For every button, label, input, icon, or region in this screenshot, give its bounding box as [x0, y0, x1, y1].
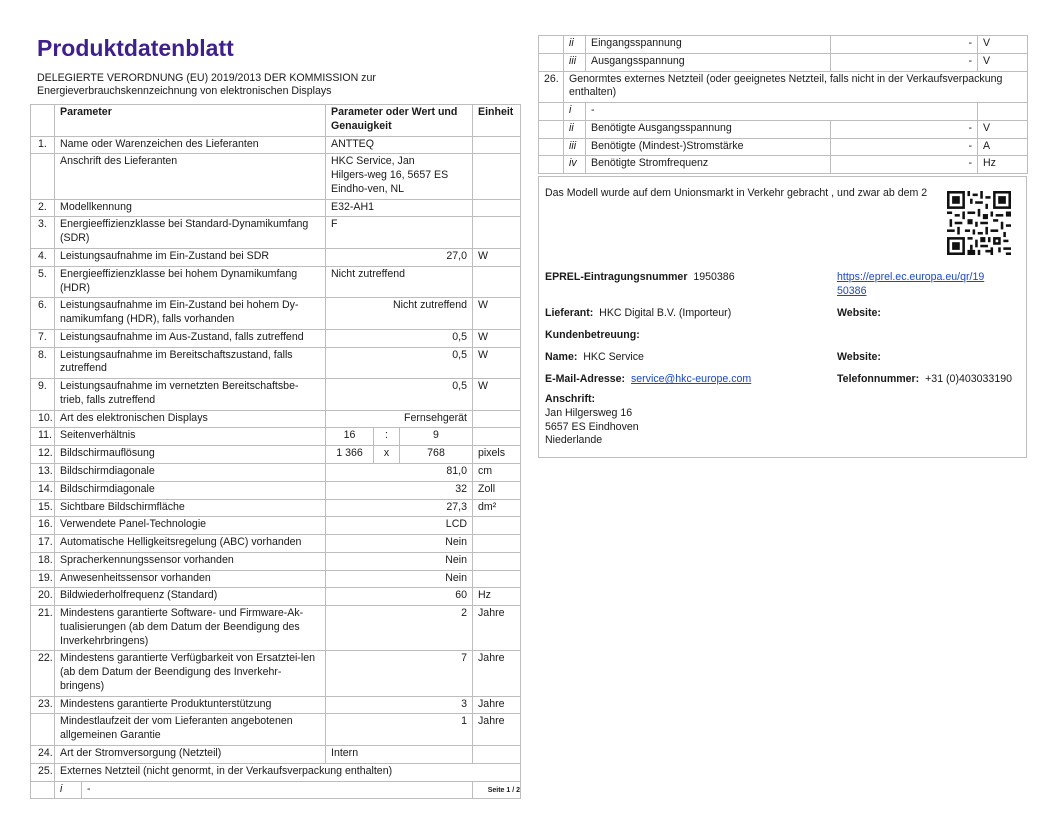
row-number: 18.	[31, 552, 55, 570]
row-value: 27,3	[326, 499, 473, 517]
row-parameter: Automatische Helligkeitsregelung (ABC) vorhanden	[55, 535, 326, 553]
eprel-link-line-2[interactable]: 50386	[837, 284, 867, 297]
row-unit: W	[473, 329, 521, 347]
table-row	[31, 136, 521, 154]
table-row	[31, 329, 521, 347]
row-parameter: Art der Stromversorgung (Netzteil)	[55, 745, 326, 763]
supplier-value: HKC Digital B.V. (Importeur)	[599, 307, 732, 319]
resolution-separator: x	[374, 446, 400, 464]
row-value: 81,0	[326, 463, 473, 481]
table-row	[31, 347, 521, 379]
row-unit: Jahre	[473, 651, 521, 696]
row-number: 2.	[31, 199, 55, 217]
row-number: 1.	[31, 136, 55, 154]
table-row	[31, 714, 521, 746]
row-number: 21.	[31, 606, 55, 651]
address-line: Niederlande	[545, 434, 603, 447]
row-parameter: Seitenverhältnis	[55, 428, 326, 446]
table-row	[31, 763, 521, 781]
table-row	[31, 199, 521, 217]
row-unit	[473, 745, 521, 763]
sub-item-value: -	[87, 782, 91, 795]
row-number: 20.	[31, 588, 55, 606]
row-value: 2	[326, 606, 473, 651]
roman-numeral: i	[564, 103, 586, 121]
table-row	[31, 606, 521, 651]
supplier-line	[545, 307, 731, 321]
row-unit	[978, 103, 1028, 121]
row-number: 11.	[31, 428, 55, 446]
row-number	[31, 781, 55, 799]
table-row	[31, 535, 521, 553]
row-unit	[473, 535, 521, 553]
row-number: 19.	[31, 570, 55, 588]
email-link[interactable]: service@hkc-europe.com	[630, 373, 752, 385]
row-unit	[473, 517, 521, 535]
phone-line	[837, 373, 1012, 387]
table-row	[31, 781, 521, 799]
table-row	[539, 103, 1028, 121]
row-unit	[473, 154, 521, 199]
table-row	[31, 552, 521, 570]
eprel-label: EPREL-Eintragungsnummer	[545, 271, 688, 283]
row-number: 24.	[31, 745, 55, 763]
supplier-info-box	[538, 176, 1027, 458]
roman-numeral: ii	[564, 36, 586, 54]
row-unit: W	[473, 249, 521, 267]
roman-numeral: iv	[564, 156, 586, 174]
row-value: 27,0	[326, 249, 473, 267]
name-value: HKC Service	[583, 351, 644, 363]
row-value: Intern	[326, 745, 473, 763]
row-number	[539, 156, 564, 174]
table-row	[31, 266, 521, 298]
row-label: Benötigte Ausgangsspannung	[586, 120, 831, 138]
table-row	[539, 120, 1028, 138]
supplier-website-label: Website:	[837, 307, 881, 319]
row-unit: W	[473, 347, 521, 379]
address-line: Jan Hilgersweg 16	[545, 406, 633, 419]
row-unit	[473, 428, 521, 446]
table-row	[31, 570, 521, 588]
address-label: Anschrift:	[545, 393, 596, 405]
table-row	[31, 696, 521, 714]
row-value: Nicht zutreffend	[326, 266, 473, 298]
row-number: 12.	[31, 446, 55, 464]
row-parameter: Bildschirmdiagonale	[55, 463, 326, 481]
email-label: E-Mail-Adresse:	[545, 373, 626, 385]
continued-table	[538, 35, 1028, 174]
row-value: HKC Service, Jan Hilgers-weg 16, 5657 ES Eindho-ven, NL	[326, 154, 473, 199]
row-unit	[473, 136, 521, 154]
aspect-width: 16	[326, 428, 374, 446]
row-parameter: Anschrift des Lieferanten	[55, 154, 326, 199]
roman-numeral: i	[55, 782, 82, 799]
row-label: Benötigte Stromfrequenz	[586, 156, 831, 174]
row-unit: V	[978, 120, 1028, 138]
address-block	[545, 393, 639, 448]
row-number: 14.	[31, 481, 55, 499]
spec-header-value: Parameter oder Wert und Genauigkeit	[326, 105, 473, 137]
row-unit	[473, 552, 521, 570]
row-parameter: Mindestens garantierte Produktunterstützung	[55, 696, 326, 714]
sub-item-row	[55, 782, 472, 799]
row-parameter: Externes Netzteil (nicht genormt, in der Verkaufsverpackung enthalten)	[55, 763, 521, 781]
row-parameter: Mindestlaufzeit der vom Lieferanten angebotenen allgemeinen Garantie	[55, 714, 326, 746]
service-name-line	[545, 351, 644, 365]
row-unit: A	[978, 138, 1028, 156]
row-value: -	[831, 138, 978, 156]
aspect-separator: :	[374, 428, 400, 446]
row-value: Nein	[326, 535, 473, 553]
table-row	[31, 463, 521, 481]
row-value: 3	[326, 696, 473, 714]
row-parameter: Leistungsaufnahme im Bereitschaftszustand, falls zutreffend	[55, 347, 326, 379]
row-number	[539, 138, 564, 156]
row-value: 7	[326, 651, 473, 696]
row-unit: W	[473, 379, 521, 411]
row-label: Eingangsspannung	[586, 36, 831, 54]
row-value: ANTTEQ	[326, 136, 473, 154]
row-number	[539, 103, 564, 121]
table-row	[31, 379, 521, 411]
row-value: Nicht zutreffend	[326, 298, 473, 330]
row-unit: pixels	[473, 446, 521, 464]
eprel-number: 1950386	[693, 271, 735, 283]
service-website-label: Website:	[837, 351, 881, 363]
table-row	[31, 499, 521, 517]
aspect-height: 9	[400, 428, 473, 446]
row-unit	[473, 570, 521, 588]
product-data-sheet-page	[30, 35, 520, 795]
table-row	[539, 36, 1028, 54]
row-unit	[473, 199, 521, 217]
row-value: E32-AH1	[326, 199, 473, 217]
row-unit: Jahre	[473, 606, 521, 651]
power-supply-table-continued	[538, 35, 1027, 174]
row-number	[31, 714, 55, 746]
table-row	[31, 154, 521, 199]
row-number: 16.	[31, 517, 55, 535]
row-value: 0,5	[326, 379, 473, 411]
email-line	[545, 373, 751, 387]
page-footer: Seite 1 / 2	[487, 786, 520, 794]
row-value: 1	[326, 714, 473, 746]
regulation-subtitle: DELEGIERTE VERORDNUNG (EU) 2019/2013 DER KOMMISSION zur Energieverbrauchskennzeichnung von elektronischen Displays	[37, 71, 376, 98]
row-parameter: Anwesenheitssensor vorhanden	[55, 570, 326, 588]
row-parameter: Modellkennung	[55, 199, 326, 217]
table-row	[31, 446, 521, 464]
row-unit: W	[473, 298, 521, 330]
table-row	[31, 298, 521, 330]
row-unit	[473, 266, 521, 298]
row-number: 9.	[31, 379, 55, 411]
row-number: 17.	[31, 535, 55, 553]
table-row	[31, 481, 521, 499]
row-value: 32	[326, 481, 473, 499]
row-number: 7.	[31, 329, 55, 347]
row-label: Genormtes externes Netzteil (oder geeignetes Netzteil, falls nicht in der Verkaufsverpackung enthalten)	[564, 71, 1028, 103]
row-label: Ausgangsspannung	[586, 53, 831, 71]
phone-label: Telefonnummer:	[837, 373, 920, 385]
qr-code-icon[interactable]	[947, 191, 1011, 255]
row-unit: Zoll	[473, 481, 521, 499]
table-row	[31, 745, 521, 763]
row-number: 6.	[31, 298, 55, 330]
row-value: -	[831, 53, 978, 71]
table-row	[31, 217, 521, 249]
row-value: LCD	[326, 517, 473, 535]
row-unit: V	[978, 53, 1028, 71]
row-parameter: Energieeffizienzklasse bei hohem Dynamikumfang (HDR)	[55, 266, 326, 298]
spec-header-row	[31, 105, 521, 137]
row-value: 0,5	[326, 347, 473, 379]
row-number: 15.	[31, 499, 55, 517]
table-row	[31, 517, 521, 535]
name-label: Name:	[545, 351, 578, 363]
table-row	[31, 249, 521, 267]
row-parameter: Leistungsaufnahme im vernetzten Bereitschaftsbe-trieb, falls zutreffend	[55, 379, 326, 411]
row-unit: V	[978, 36, 1028, 54]
row-number: 8.	[31, 347, 55, 379]
row-parameter: Art des elektronischen Displays	[55, 410, 326, 428]
table-row	[31, 428, 521, 446]
row-unit: dm²	[473, 499, 521, 517]
resolution-width: 1 366	[326, 446, 374, 464]
row-parameter: Name oder Warenzeichen des Lieferanten	[55, 136, 326, 154]
spec-header-parameter: Parameter	[55, 105, 326, 137]
row-unit: Jahre	[473, 714, 521, 746]
row-parameter: Sichtbare Bildschirmfläche	[55, 499, 326, 517]
address-line: 5657 ES Eindhoven	[545, 420, 639, 433]
eprel-link[interactable]	[837, 271, 984, 299]
row-value: -	[831, 156, 978, 174]
row-number: 4.	[31, 249, 55, 267]
table-row	[539, 156, 1028, 174]
row-parameter: Mindestens garantierte Software- und Firmware-Ak-tualisierungen (ab dem Datum der Beendigung des Inverkehrbringens)	[55, 606, 326, 651]
row-value: 0,5	[326, 329, 473, 347]
market-placement-text: Das Modell wurde auf dem Unionsmarkt in Verkehr gebracht , und zwar ab dem 2	[545, 187, 928, 199]
row-value: 60	[326, 588, 473, 606]
spec-header-unit: Einheit	[473, 105, 521, 137]
row-label: Benötigte (Mindest-)Stromstärke	[586, 138, 831, 156]
customer-service-label: Kundenbetreuung:	[545, 329, 640, 341]
table-row	[539, 53, 1028, 71]
row-value: Fernsehgerät	[326, 410, 473, 428]
table-row	[31, 410, 521, 428]
row-unit: Jahre	[473, 696, 521, 714]
eprel-registration	[545, 271, 735, 285]
resolution-height: 768	[400, 446, 473, 464]
table-row	[539, 138, 1028, 156]
row-value: -	[831, 120, 978, 138]
page-title: Produktdatenblatt	[37, 35, 234, 61]
row-label: -	[586, 103, 978, 121]
row-sub-item	[55, 781, 473, 799]
row-parameter: Mindestens garantierte Verfügbarkeit von Ersatztei-len (ab dem Datum der Beendigung des Inverkehr-bringens)	[55, 651, 326, 696]
roman-numeral: iii	[564, 53, 586, 71]
row-parameter: Leistungsaufnahme im Aus-Zustand, falls zutreffend	[55, 329, 326, 347]
row-number: 26.	[539, 71, 564, 103]
row-parameter: Leistungsaufnahme im Ein-Zustand bei SDR	[55, 249, 326, 267]
table-row	[31, 651, 521, 696]
row-number: 10.	[31, 410, 55, 428]
row-parameter: Bildschirmdiagonale	[55, 481, 326, 499]
row-number: 25.	[31, 763, 55, 781]
eprel-link-line-1[interactable]: https://eprel.ec.europa.eu/qr/19	[837, 271, 985, 283]
row-number: 23.	[31, 696, 55, 714]
row-value: Nein	[326, 570, 473, 588]
row-parameter: Bildschirmauflösung	[55, 446, 326, 464]
row-number: 3.	[31, 217, 55, 249]
row-number	[539, 53, 564, 71]
row-parameter: Energieeffizienzklasse bei Standard-Dynamikumfang (SDR)	[55, 217, 326, 249]
row-number	[31, 154, 55, 199]
row-unit: Hz	[473, 588, 521, 606]
row-unit: cm	[473, 463, 521, 481]
row-number	[539, 120, 564, 138]
row-unit	[473, 217, 521, 249]
row-number: 5.	[31, 266, 55, 298]
row-parameter: Verwendete Panel-Technologie	[55, 517, 326, 535]
row-unit	[473, 410, 521, 428]
row-parameter: Bildwiederholfrequenz (Standard)	[55, 588, 326, 606]
table-row	[31, 588, 521, 606]
row-number: 13.	[31, 463, 55, 481]
row-parameter: Leistungsaufnahme im Ein-Zustand bei hohem Dy-namikumfang (HDR), falls vorhanden	[55, 298, 326, 330]
roman-numeral: ii	[564, 120, 586, 138]
row-number	[539, 36, 564, 54]
sub-item-table	[55, 782, 472, 799]
supplier-label: Lieferant:	[545, 307, 594, 319]
row-unit: Hz	[978, 156, 1028, 174]
spec-header-num	[31, 105, 55, 137]
table-row	[539, 71, 1028, 103]
row-value: F	[326, 217, 473, 249]
spec-table	[30, 104, 521, 799]
row-number: 22.	[31, 651, 55, 696]
roman-numeral: iii	[564, 138, 586, 156]
row-value: Nein	[326, 552, 473, 570]
phone-value: +31 (0)403033190	[925, 373, 1012, 385]
row-parameter: Spracherkennungssensor vorhanden	[55, 552, 326, 570]
row-value: -	[831, 36, 978, 54]
